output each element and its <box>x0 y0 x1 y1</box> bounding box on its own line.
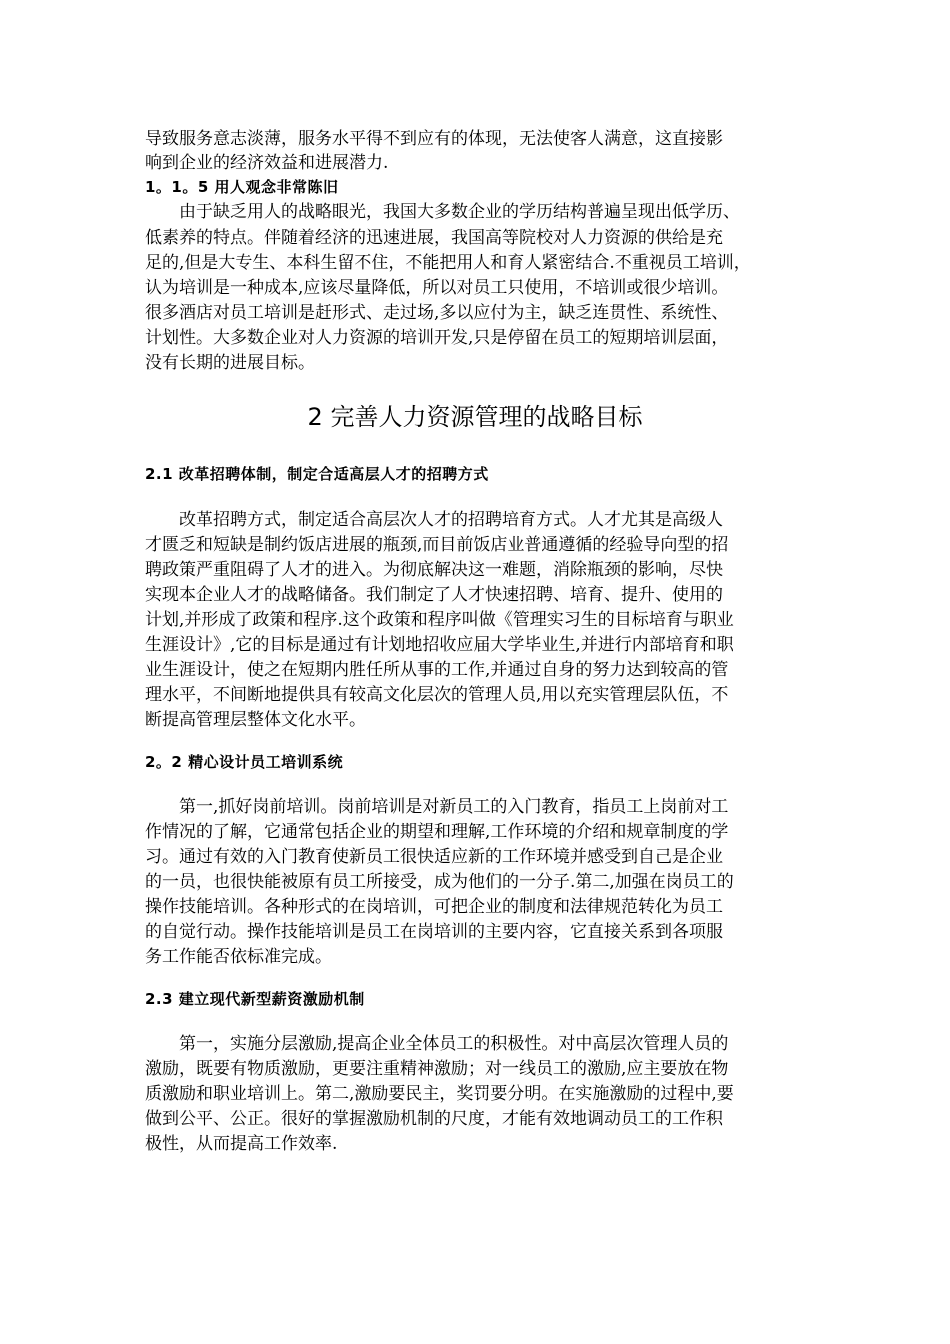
paragraph-line: 激励，既要有物质激励，更要注重精神激励；对一线员工的激励,应主要放在物 <box>145 1059 729 1079</box>
paragraph-line: 才匮乏和短缺是制约饭店进展的瓶颈,而目前饭店业普通遵循的经验导向型的招 <box>145 535 729 555</box>
paragraph-line: 计划,并形成了政策和程序.这个政策和程序叫做《管理实习生的目标培育与职业 <box>145 610 734 630</box>
paragraph-line: 习。通过有效的入门教育使新员工很快适应新的工作环境并感受到自己是企业 <box>145 847 723 867</box>
section-heading-1-1-5: 1。1。5 用人观念非常陈旧 <box>145 178 339 196</box>
paragraph-line: 足的,但是大专生、本科生留不住，不能把用人和育人紧密结合.不重视员工培训， <box>145 253 751 273</box>
paragraph-line: 的一员，也很快能被原有员工所接受，成为他们的一分子.第二,加强在岗员工的 <box>145 872 734 892</box>
paragraph-line: 务工作能否依标准完成。 <box>145 947 332 967</box>
paragraph-line: 做到公平、公正。很好的掌握激励机制的尺度，才能有效地调动员工的工作积 <box>145 1109 723 1129</box>
paragraph-line: 生涯设计》,它的目标是通过有计划地招收应届大学毕业生,并进行内部培育和职 <box>145 635 734 655</box>
paragraph-line: 理水平，不间断地提供具有较高文化层次的管理人员,用以充实管理层队伍，不 <box>145 685 729 705</box>
paragraph-line: 响到企业的经济效益和进展潜力. <box>145 153 389 173</box>
section-heading-2-3: 2.3 建立现代新型薪资激励机制 <box>145 990 365 1008</box>
section-heading-2-1: 2.1 改革招聘体制，制定合适高层人才的招聘方式 <box>145 465 489 483</box>
paragraph-line: 聘政策严重阻碍了人才的进入。为彻底解决这一难题，消除瓶颈的影响，尽快 <box>145 560 723 580</box>
paragraph-line: 由于缺乏用人的战略眼光，我国大多数企业的学历结构普遍呈现出低学历、 <box>179 202 740 222</box>
chapter-title: 2 完善人力资源管理的战略目标 <box>307 403 643 431</box>
paragraph-line: 业生涯设计，使之在短期内胜任所从事的工作,并通过自身的努力达到较高的管 <box>145 660 729 680</box>
paragraph-line: 认为培训是一种成本,应该尽量降低，所以对员工只使用，不培训或很少培训。 <box>145 278 729 298</box>
paragraph-line: 低素养的特点。伴随着经济的迅速进展，我国高等院校对人力资源的供给是充 <box>145 228 723 248</box>
paragraph-line: 极性，从而提高工作效率. <box>145 1134 338 1154</box>
paragraph-line: 没有长期的进展目标。 <box>145 353 315 373</box>
section-heading-2-2: 2。2 精心设计员工培训系统 <box>145 753 344 771</box>
paragraph-line: 断提高管理层整体文化水平。 <box>145 710 366 730</box>
paragraph-line: 导致服务意志淡薄，服务水平得不到应有的体现，无法使客人满意，这直接影 <box>145 129 723 149</box>
paragraph-line: 第一，实施分层激励,提高企业全体员工的积极性。对中高层次管理人员的 <box>179 1034 729 1054</box>
paragraph-line: 质激励和职业培训上。第二,激励要民主，奖罚要分明。在实施激励的过程中,要 <box>145 1084 734 1104</box>
paragraph-line: 作情况的了解，它通常包括企业的期望和理解,工作环境的介绍和规章制度的学 <box>145 822 729 842</box>
paragraph-line: 很多酒店对员工培训是赶形式、走过场,多以应付为主，缺乏连贯性、系统性、 <box>145 303 729 323</box>
paragraph-line: 第一,抓好岗前培训。岗前培训是对新员工的入门教育，指员工上岗前对工 <box>179 797 729 817</box>
paragraph-line: 的自觉行动。操作技能培训是员工在岗培训的主要内容，它直接关系到各项服 <box>145 922 723 942</box>
paragraph-line: 改革招聘方式，制定适合高层次人才的招聘培育方式。人才尤其是高级人 <box>179 510 723 530</box>
paragraph-line: 实现本企业人才的战略储备。我们制定了人才快速招聘、培育、提升、使用的 <box>145 585 723 605</box>
paragraph-line: 操作技能培训。各种形式的在岗培训，可把企业的制度和法律规范转化为员工 <box>145 897 723 917</box>
paragraph-line: 计划性。大多数企业对人力资源的培训开发,只是停留在员工的短期培训层面， <box>145 328 729 348</box>
